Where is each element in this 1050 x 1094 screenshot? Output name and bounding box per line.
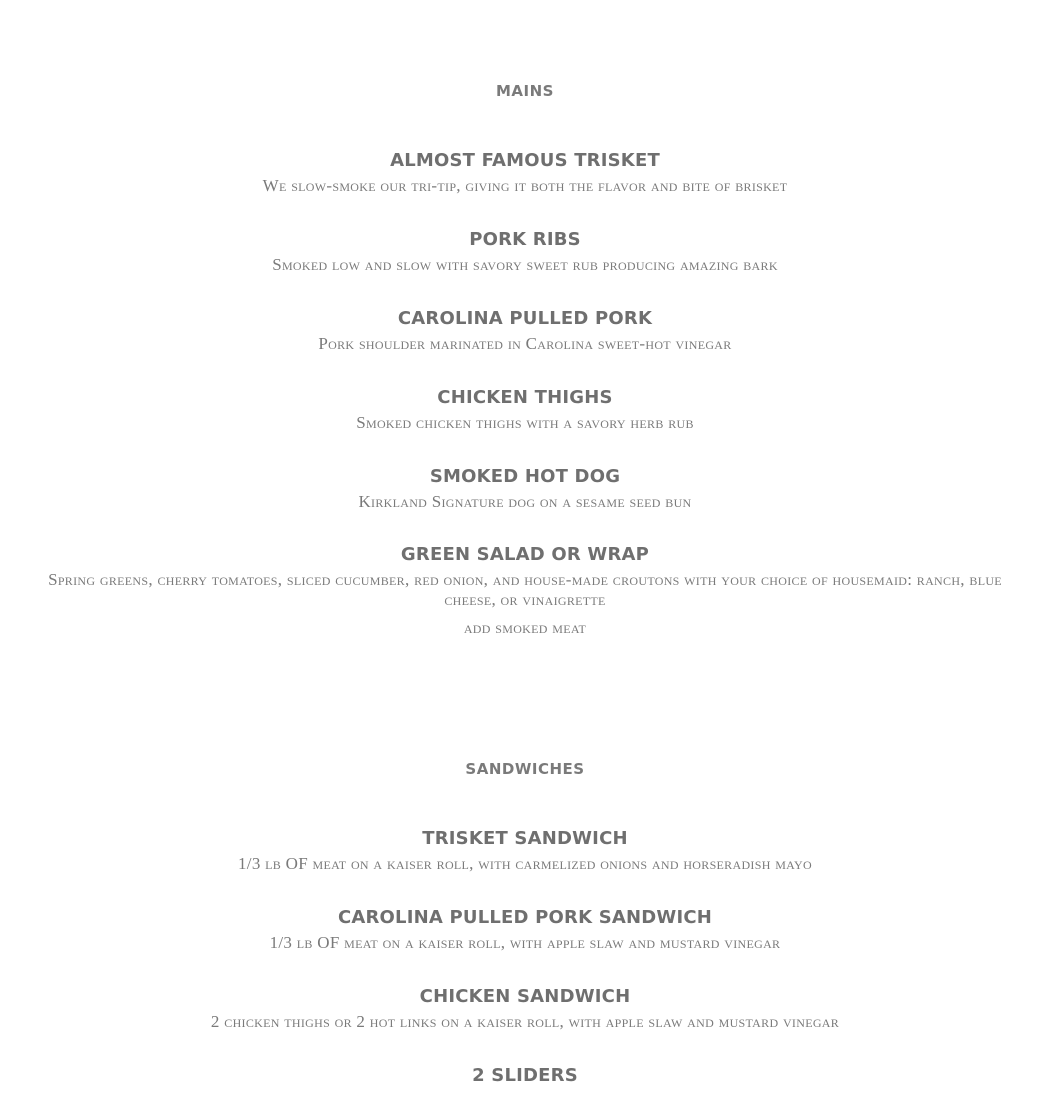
menu-item-description: 2 chicken thighs or 2 hot links on a kaiser roll, with apple slaw and mustard vinegar xyxy=(210,1012,840,1031)
menu-item-name: CHICKEN SANDWICH xyxy=(419,986,631,1007)
menu-item-name: 2 SLIDERS xyxy=(472,1065,578,1086)
menu-item xyxy=(0,387,1050,433)
menu-item-description: Smoked chicken thighs with a savory herb rub xyxy=(356,413,694,432)
menu-item-description: 1/3 lb OF meat on a kaiser roll, with carmelized onions and horseradish mayo xyxy=(238,854,812,873)
menu-item-name: CHICKEN THIGHS xyxy=(437,387,613,408)
menu-item xyxy=(0,150,1050,196)
menu-item-name: ALMOST FAMOUS TRISKET xyxy=(390,150,660,171)
menu-item-description: Kirkland Signature dog on a sesame seed bun xyxy=(358,492,692,511)
menu-item xyxy=(0,1065,1050,1087)
menu-item-name: SMOKED HOT DOG xyxy=(429,466,621,487)
menu-item-description: Smoked low and slow with savory sweet rub producing amazing bark xyxy=(272,255,778,274)
section-title-sandwiches: SANDWICHES xyxy=(465,760,585,778)
menu-item-name: CAROLINA PULLED PORK xyxy=(397,308,653,329)
menu-item xyxy=(0,466,1050,512)
menu-item xyxy=(0,229,1050,275)
menu-item-description: 1/3 lb OF meat on a kaiser roll, with apple slaw and mustard vinegar xyxy=(269,933,781,952)
section-title-mains: MAINS xyxy=(496,82,554,100)
menu-item-name: PORK RIBS xyxy=(469,229,581,250)
menu-item xyxy=(0,828,1050,874)
menu-item-name: GREEN SALAD OR WRAP xyxy=(400,544,650,565)
menu-item-description: Pork shoulder marinated in Carolina sweet-hot vinegar xyxy=(318,334,732,353)
menu-item xyxy=(0,986,1050,1032)
menu-item-name: CAROLINA PULLED PORK SANDWICH xyxy=(337,907,713,928)
menu-item-name: TRISKET SANDWICH xyxy=(422,828,628,849)
menu-item xyxy=(0,544,1050,638)
menu-item xyxy=(0,907,1050,953)
menu-item xyxy=(0,308,1050,354)
menu-item-description: Spring greens, cherry tomatoes, sliced cucumber, red onion, and house-made croutons with your choice of housemaid: ranch, blue cheese, or vinaigrette xyxy=(48,570,1002,609)
menu-item-addon: add smoked meat xyxy=(463,618,587,637)
menu-item-description: We slow-smoke our tri-tip, giving it both the flavor and bite of brisket xyxy=(262,176,788,195)
